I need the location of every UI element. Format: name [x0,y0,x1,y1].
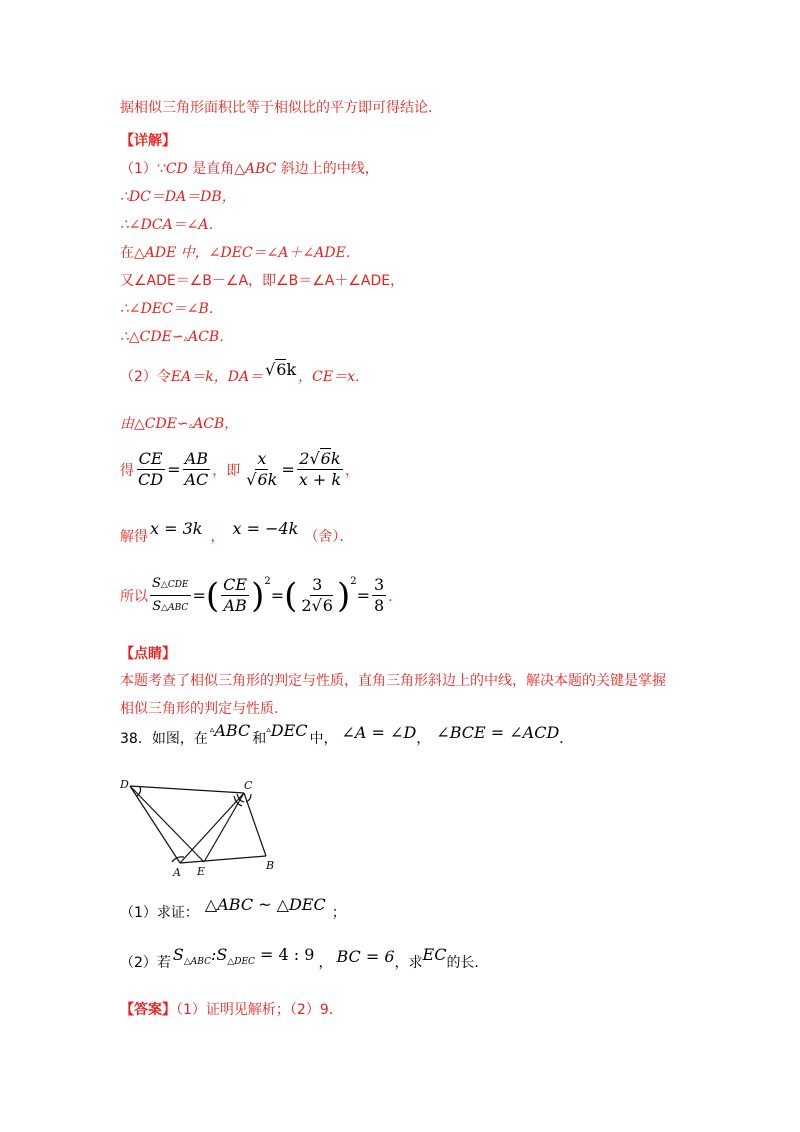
solve-x1: x = 3k [150,518,203,538]
area-s1-sub: △CDE [160,580,189,590]
paren-left: ( [284,575,298,616]
area-s2-sub: △ABC [161,603,189,613]
frac-num [150,574,191,596]
solve-sep: ， [210,529,225,545]
solve-label: 解得 [120,529,148,545]
frac-den: AB [223,596,247,615]
so-end: ． [388,588,403,605]
fraction-3-2sqrt6 [299,576,335,615]
answer-line [120,1000,343,1020]
frac-num: CE [138,449,163,468]
p1-suffix: 斜边上的中线， [276,161,379,177]
s2-end: 的长． [446,955,489,971]
fraction-ab-ac [182,450,210,489]
frac-num: CE [223,575,248,594]
sub-question-1 [120,894,346,921]
num-coef: 2 [299,449,310,468]
small-triangle-icon: ▵ [183,334,189,344]
frac-den: √6k [246,470,278,489]
p1-prefix: （1）∵ [120,161,166,177]
proof-line-again: 又∠ADE＝∠B－∠A，即∠B＝∠A＋∠ADE， [120,273,405,289]
de-end: ， [345,462,360,479]
q-sep: ， [416,731,431,747]
figure-label-a: A [173,866,181,879]
equals-sign: = [356,586,371,605]
q-end: ． [559,731,574,747]
frac-num: AB [184,449,209,468]
q-abc: ABC [214,720,251,740]
sim-cde: ∴△CDE∽ [120,329,184,345]
num-k: k [330,449,341,468]
small-triangle-icon: ▵ [209,725,215,735]
p2-k: k [286,359,297,379]
solve-discard: （舍）． [304,529,354,545]
de-ji: ，即 [212,462,241,479]
q-angle1: ∠A = ∠D [341,722,417,742]
figure-label-c: C [244,779,253,792]
triangle-figure [120,778,280,880]
p1-mid: 是直角△ [187,161,245,177]
s2-sep: ， [318,955,333,971]
proof-line-from [120,414,238,436]
s2-ratio-value: = 4 : 9 [260,944,315,964]
frac-num: 2√6k [299,449,341,468]
solve-line [120,518,354,545]
paren-right: ) [251,575,265,616]
equals-sign: = [167,460,181,479]
proof-line-similar [120,327,233,349]
sqrt-radicand: 6 [257,470,268,489]
review-line-2: 相似三角形的判定与性质． [120,701,288,717]
q-dec: DEC [270,720,308,740]
equals-sign: = [270,586,285,605]
frac-den: 2√6 [301,596,333,615]
ratio-equation [120,450,359,489]
q-he: 和 [252,731,267,747]
solve-x2: x = −4k [232,518,299,538]
small-triangle-icon: ▵ [266,725,271,735]
frac-den: x + k [298,470,342,489]
detail-heading: 【详解】 [120,133,176,149]
s1-end: ； [331,905,346,921]
fraction-3-8 [372,576,386,615]
area-s2: S [152,599,162,614]
figure-label-b: B [266,859,275,872]
from-cde: 由△CDE∽ [120,416,189,432]
s2-qiu: ，求 [394,955,423,971]
proof-line-dc: ∴DC＝DA＝DB， [120,189,236,205]
frac-num: x [257,449,267,468]
p2-sqrt: √6k [265,359,297,379]
s2-s2-sub: △DEC [227,956,255,967]
proof-line-1 [120,159,379,179]
from-acb: ACB， [193,416,239,432]
area-ratio-line [120,574,402,617]
s1-math: △ABC ~ △DEC [204,894,326,914]
sim-acb: ACB． [188,329,234,345]
p2-ea-da: EA＝k，DA＝ [170,369,264,385]
area-s1: S [152,576,161,591]
fraction-2sqrt6k-xk [297,450,343,489]
s2-bc: BC = 6 [336,946,395,966]
ade-mid: ADE [144,245,177,261]
proof-line-dec: ∴∠DEC＝∠B． [120,301,223,317]
so-label: 所以 [120,588,148,605]
s1-label: （1）求证： [120,905,199,921]
fraction-x-sqrt6k [244,450,279,489]
frac-num: 3 [312,575,323,594]
frac-num: 3 [374,575,385,594]
power-2: 2 [264,576,271,587]
den-k: k [267,470,278,489]
figure-label-d: D [120,778,129,791]
equals-sign: = [192,586,206,605]
equals-sign: = [281,460,295,479]
s2-label: （2）若 [120,955,171,971]
p1-abc: ABC [244,161,277,177]
sub-question-2 [120,944,489,971]
power-2: 2 [350,576,357,587]
s2-ec: EC [422,944,447,964]
q-angle2: ∠BCE = ∠ACD [436,722,560,742]
paren-right: ) [336,575,351,616]
fraction-ce-cd [136,450,165,489]
frac-den: 8 [374,596,385,615]
s2-s1: S [172,944,184,964]
proof-line-ade [120,243,360,263]
frac-den: CD [138,470,164,489]
s2-s2: S [216,944,228,964]
frac-den: AC [184,470,209,489]
s2-colon: : [210,944,217,964]
ade-pre: 在△ [120,245,145,261]
fraction-area [150,574,191,617]
p1-cd: CD [165,161,188,177]
proof-line-dca: ∴∠DCA＝∠A． [120,217,223,233]
proof-line-part2 [120,359,369,386]
s2-s1-sub: △ABC [183,956,211,967]
sqrt-radicand: 6 [320,449,331,468]
intro-text: 据相似三角形面积比等于相似比的平方即可得结论. [120,100,433,116]
answer-text: （1）证明见解析；（2）9． [176,1002,343,1018]
fraction-ce-ab [221,576,249,615]
de-label: 得 [120,462,134,479]
q-zhong: 中， [309,731,338,747]
answer-heading: 【答案】 [120,1002,176,1018]
p2-sqrt-radicand: 6 [276,359,287,379]
frac-den [150,596,190,617]
q-num: 38．如图，在 [120,731,208,747]
figure-label-e: E [197,865,206,878]
p2-ce: ，CE＝x． [298,369,369,385]
review-heading: 【点睛】 [120,646,176,662]
s2-ratio [172,944,315,968]
sqrt-radicand: 6 [322,596,333,615]
question-38 [120,720,574,748]
p2-prefix: （2）令 [120,369,171,385]
paren-left: ( [205,575,220,616]
review-line-1: 本题考查了相似三角形的判定与性质，直角三角形斜边上的中线，解决本题的关键是掌握 [120,673,666,689]
den-coef: 2 [301,596,312,615]
small-triangle-icon: ▵ [188,421,194,431]
ade-post: 中，∠DEC＝∠A＋∠ADE． [176,245,360,261]
